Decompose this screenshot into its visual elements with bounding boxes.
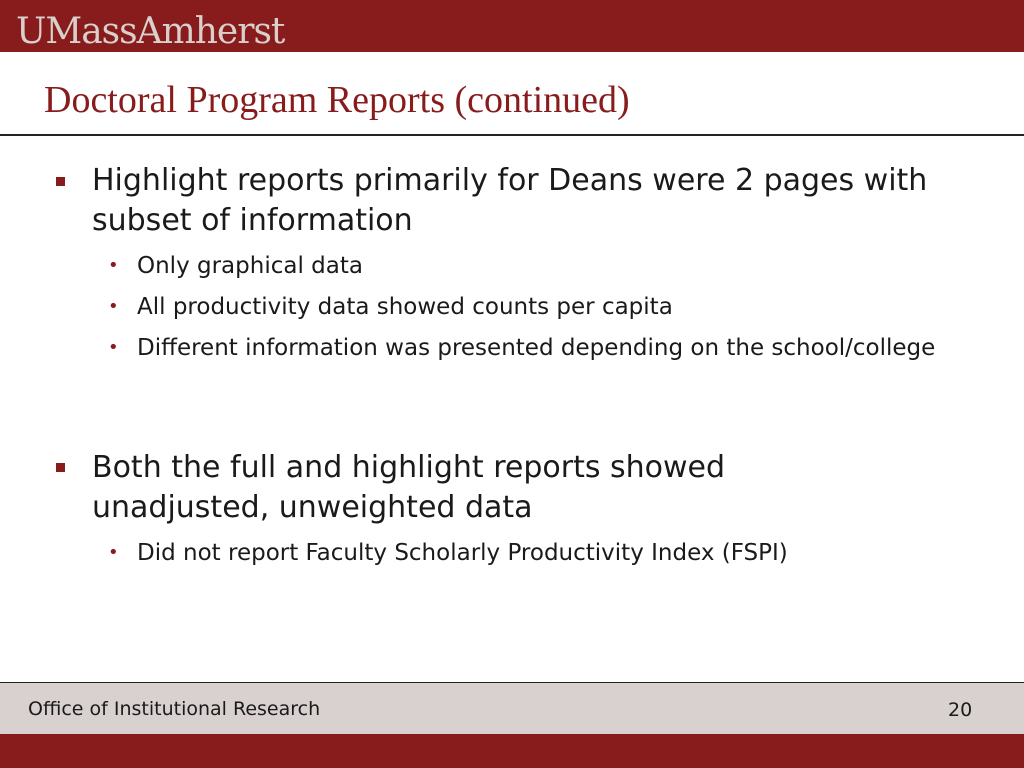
footer-bar xyxy=(0,683,1024,734)
sub-bullet-marker: • xyxy=(108,255,119,276)
sub-bullet-item: Did not report Faculty Scholarly Productivity Index (FSPI) xyxy=(137,540,788,566)
umass-amherst-logo: UMassAmherst xyxy=(16,11,285,52)
bullet-item: Highlight reports primarily for Deans were 2 pages with subset of information xyxy=(92,163,928,238)
bottom-bar xyxy=(0,734,1024,768)
bullet-marker xyxy=(56,177,65,186)
sub-bullet-item: Only graphical data xyxy=(137,253,363,279)
sub-bullet-marker: • xyxy=(108,296,119,317)
page-number: 20 xyxy=(948,699,973,721)
sub-bullet-item: Different information was presented depending on the school/college xyxy=(137,335,936,361)
bullet-marker xyxy=(56,463,65,472)
sub-bullet-item: All productivity data showed counts per capita xyxy=(137,294,673,320)
bullet-item: Both the full and highlight reports showed unadjusted, unweighted data xyxy=(92,450,726,525)
slide-title: Doctoral Program Reports (continued) xyxy=(44,79,630,121)
footer-label: Office of Institutional Research xyxy=(28,698,321,720)
sub-bullet-marker: • xyxy=(108,337,119,358)
sub-bullet-marker: • xyxy=(108,542,119,563)
